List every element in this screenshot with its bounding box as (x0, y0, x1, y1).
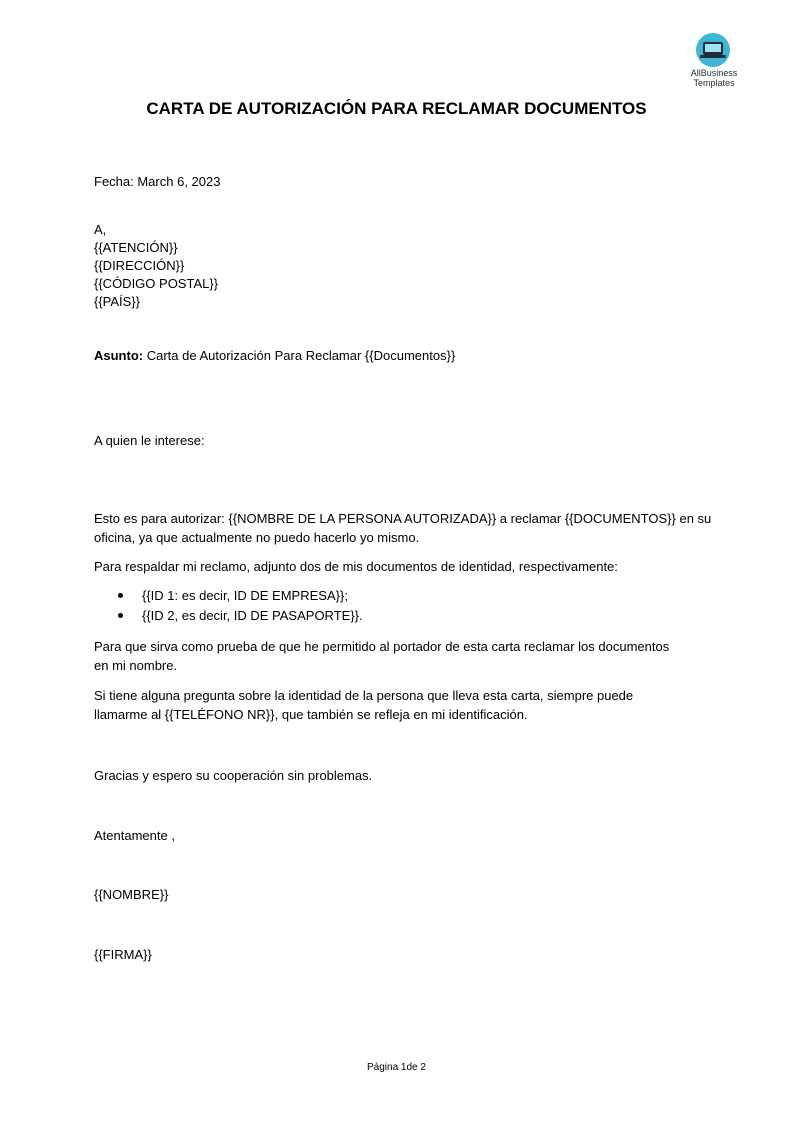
date-line: Fecha: March 6, 2023 (94, 174, 221, 189)
laptop-screen-icon (703, 42, 723, 55)
logo-line-1: AllBusiness (690, 68, 738, 78)
document-title: CARTA DE AUTORIZACIÓN PARA RECLAMAR DOCUMENTOS (146, 99, 647, 118)
subject-text: Carta de Autorización Para Reclamar {{Documentos}} (143, 348, 456, 363)
subject-line (94, 347, 455, 365)
greeting: A quien le interese: (94, 433, 205, 448)
page-number: Página 1de 2 (367, 1062, 426, 1073)
recipient-salutation: A, (94, 222, 107, 237)
logo-line-2: Templates (693, 78, 735, 88)
recipient-attention: {{ATENCIÓN}} (94, 240, 178, 255)
paragraph-3-line-1: Para que sirva como prueba de que he permitido al portador de esta carta reclamar los documentos (94, 639, 670, 654)
signature: {{FIRMA}} (94, 947, 152, 962)
bullet-item-1: {{ID 1: es decir, ID DE EMPRESA}}; (142, 588, 348, 603)
bullet-item-2: {{ID 2, es decir, ID DE PASAPORTE}}. (142, 608, 363, 623)
closing: Atentamente , (94, 828, 175, 843)
paragraph-4-line-2: llamarme al {{TELÉFONO NR}}, que también se refleja en mi identificación. (94, 707, 528, 722)
thanks-line: Gracias y espero su cooperación sin problemas. (94, 768, 373, 783)
laptop-base-icon (700, 55, 726, 58)
recipient-address: {{DIRECCIÓN}} (94, 258, 185, 273)
recipient-country: {{PAÍS}} (94, 294, 141, 309)
logo-text (676, 68, 752, 88)
bullet-icon (118, 593, 123, 598)
sender-name: {{NOMBRE}} (94, 887, 169, 902)
paragraph-1-line-2: oficina, ya que actualmente no puedo hacerlo yo mismo. (94, 530, 420, 545)
paragraph-1-line-1: Esto es para autorizar: {{NOMBRE DE LA PERSONA AUTORIZADA}} a reclamar {{DOCUMENTOS}} en su (94, 511, 712, 526)
logo-icon (696, 33, 730, 67)
paragraph-4-line-1: Si tiene alguna pregunta sobre la identidad de la persona que lleva esta carta, siempre puede (94, 688, 634, 703)
paragraph-2: Para respaldar mi reclamo, adjunto dos de mis documentos de identidad, respectivamente: (94, 559, 618, 574)
paragraph-3-line-2: en mi nombre. (94, 658, 178, 673)
recipient-postal-code: {{CÓDIGO POSTAL}} (94, 276, 219, 291)
subject-label: Asunto: (94, 348, 144, 363)
bullet-icon (118, 613, 123, 618)
